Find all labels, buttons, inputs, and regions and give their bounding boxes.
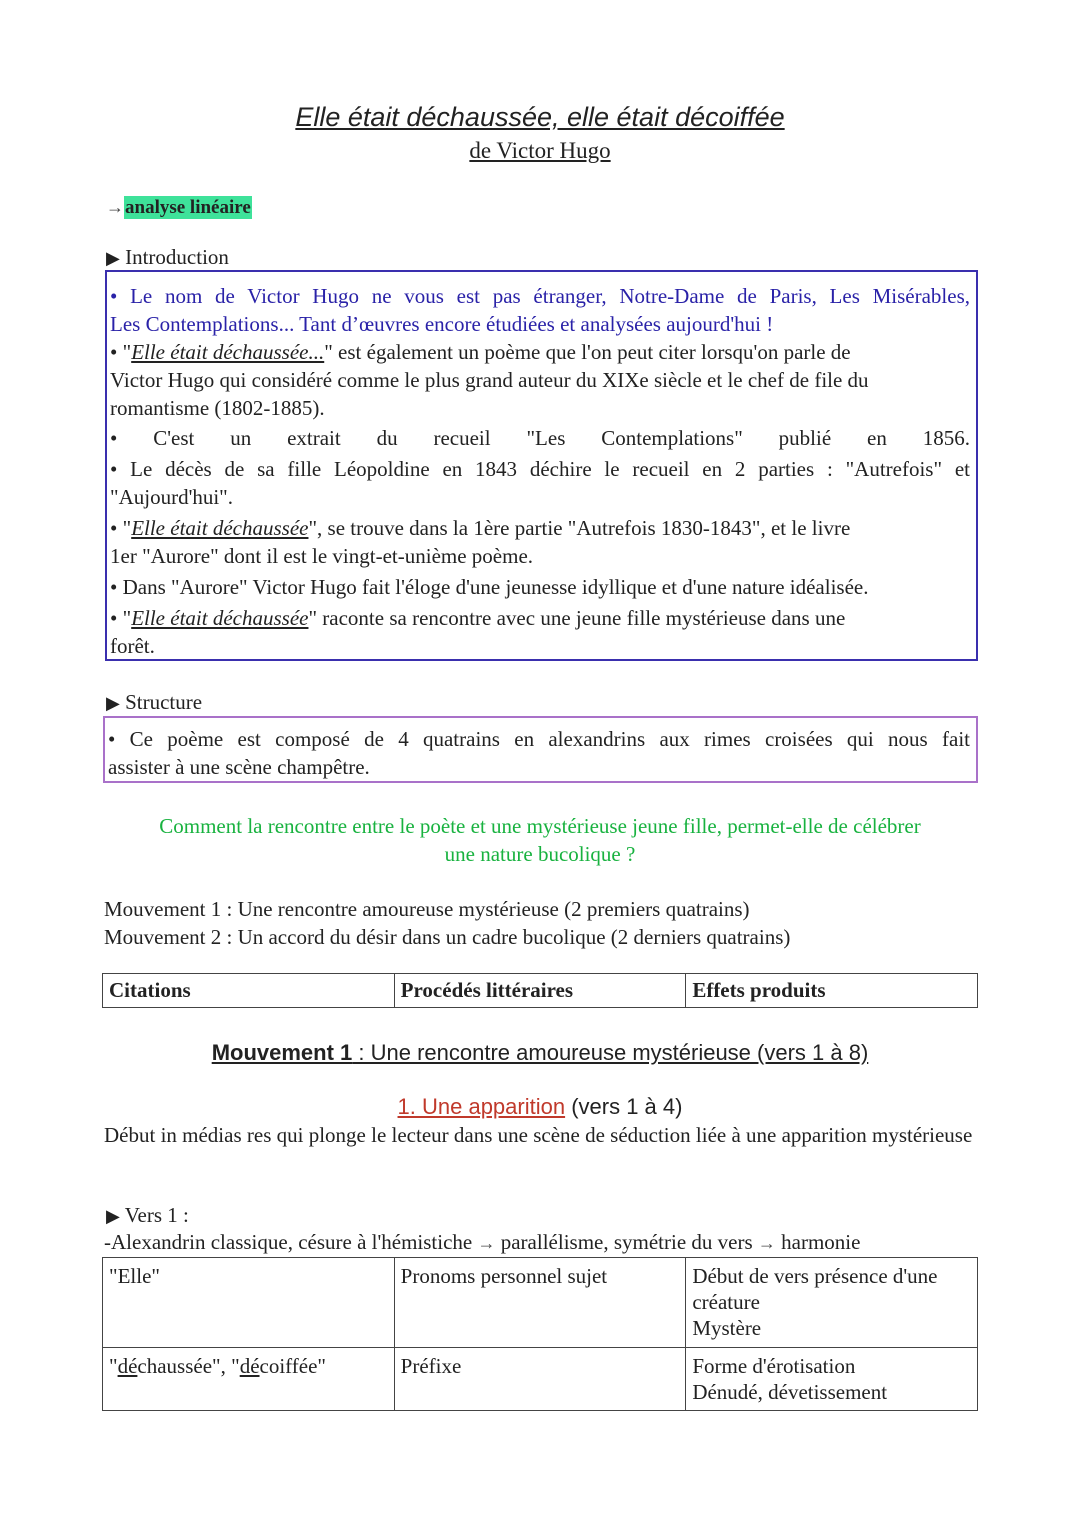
- citation-part: ": [109, 1354, 118, 1378]
- header-citations: Citations: [103, 974, 395, 1008]
- part1-heading: [0, 1094, 1080, 1120]
- structure-text: • Ce poème est composé de 4 quatrains en alexandrins aux rimes croisées qui nous fait: [108, 727, 970, 751]
- intro-citation: Elle était déchaussée: [131, 606, 309, 630]
- structure-line: [108, 753, 970, 781]
- intro-line: [110, 604, 970, 632]
- problematique-line: une nature bucolique ?: [444, 842, 636, 866]
- right-arrow-icon: →: [106, 197, 124, 217]
- intro-line: [110, 455, 970, 483]
- citation-part: coiffée": [259, 1354, 326, 1378]
- citation-prefix: dé: [117, 1354, 138, 1378]
- intro-text: forêt.: [110, 634, 155, 658]
- problematique: [100, 812, 980, 868]
- cell-procede: Préfixe: [394, 1348, 686, 1411]
- intro-line: [110, 310, 970, 338]
- right-arrow-icon: →: [477, 1233, 496, 1253]
- intro-text: ", se trouve dans la 1ère partie "Autrefois 1830-1843", et le livre: [308, 516, 851, 540]
- analyse-highlight: analyse linéaire: [125, 197, 251, 218]
- document-subtitle: de Victor Hugo: [469, 138, 611, 163]
- header-effets: Effets produits: [686, 974, 978, 1008]
- intro-line: [110, 632, 970, 660]
- effet-line: Mystère: [692, 1316, 762, 1340]
- cell-citation: "Elle": [103, 1258, 395, 1348]
- cell-procede: Pronoms personnel sujet: [394, 1258, 686, 1348]
- structure-text: assister à une scène champêtre.: [108, 755, 370, 779]
- intro-line: [110, 366, 970, 394]
- intro-citation: Elle était déchaussée: [131, 516, 309, 540]
- introduction-heading-text: Introduction: [125, 245, 229, 269]
- vers1-heading-text: Vers 1 :: [124, 1203, 189, 1227]
- vers1-heading: [106, 1203, 189, 1228]
- structure-line: [108, 725, 970, 753]
- cell-citation: [103, 1348, 395, 1411]
- intro-text: " est également un poème que l'on peut citer lorsqu'on parle de: [324, 340, 851, 364]
- triangle-bullet-icon: ▶: [106, 248, 120, 268]
- intro-text: "Aujourd'hui".: [110, 485, 234, 509]
- effet-line: créature: [692, 1290, 760, 1314]
- mouvement-item: Mouvement 2 : Un accord du désir dans un cadre bucolique (2 derniers quatrains): [104, 925, 791, 949]
- intro-text: • Le nom de Victor Hugo ne vous est pas étranger, Notre-Dame de Paris, Les Misérables,: [110, 284, 970, 308]
- intro-text: • ": [110, 606, 132, 630]
- table-row: [103, 1258, 978, 1348]
- intro-text: 1er "Aurore" dont il est le vingt-et-unième poème.: [110, 544, 534, 568]
- introduction-heading: [106, 245, 229, 270]
- right-arrow-icon: →: [757, 1233, 776, 1253]
- analysis-table: [102, 1257, 978, 1411]
- intro-line: [110, 573, 970, 601]
- vers1-analysis: [104, 1230, 860, 1255]
- analyse-label: [106, 197, 252, 219]
- header-procedes: Procédés littéraires: [394, 974, 686, 1008]
- intro-text: romantisme (1802-1885).: [110, 396, 325, 420]
- intro-line: [110, 338, 970, 366]
- mouvement1-title-rest: : Une rencontre amoureuse mystérieuse (vers 1 à 8): [352, 1040, 869, 1065]
- problematique-line: Comment la rencontre entre le poète et une mystérieuse jeune fille, permet-elle de célébrer: [159, 814, 921, 838]
- intro-line: [110, 424, 970, 452]
- vers1-seg: -Alexandrin classique, césure à l'hémistiche: [104, 1230, 473, 1254]
- debut-paragraph: Début in médias res qui plonge le lecteur dans une scène de séduction liée à une apparition mystérieuse: [104, 1123, 973, 1147]
- intro-line: [110, 542, 970, 570]
- citation-part: chaussée", ": [137, 1354, 240, 1378]
- intro-line: [110, 394, 970, 422]
- mouvements-list: [104, 895, 790, 951]
- triangle-bullet-icon: ▶: [106, 693, 120, 713]
- document-title: Elle était déchaussée, elle était décoiffée: [295, 102, 785, 132]
- structure-heading-text: Structure: [125, 690, 203, 714]
- vers1-seg: parallélisme, symétrie du vers: [500, 1230, 753, 1254]
- intro-text: Victor Hugo qui considéré comme le plus grand auteur du XIXe siècle et le chef de file du: [110, 368, 869, 392]
- structure-box: [103, 716, 978, 783]
- effet-line: Dénudé, dévetissement: [692, 1380, 888, 1404]
- cell-effet: [686, 1258, 978, 1348]
- mouvement1-title: [0, 1040, 1080, 1066]
- intro-text: • C'est un extrait du recueil "Les Contemplations" publié en 1856.: [110, 426, 970, 450]
- intro-text: • ": [110, 516, 132, 540]
- mouvement1-title-bold: Mouvement 1: [211, 1040, 353, 1065]
- table-header: [102, 973, 978, 1008]
- intro-line: [110, 483, 970, 511]
- triangle-bullet-icon: ▶: [106, 1206, 120, 1226]
- intro-text: • ": [110, 340, 132, 364]
- citation-prefix: dé: [239, 1354, 260, 1378]
- cell-effet: [686, 1348, 978, 1411]
- intro-text: Les Contemplations... Tant d’œuvres encore étudiées et analysées aujourd'hui !: [110, 312, 774, 336]
- part1-link: 1. Une apparition: [397, 1094, 566, 1119]
- intro-line: [110, 514, 970, 542]
- intro-text: • Dans "Aurore" Victor Hugo fait l'éloge d'une jeunesse idyllique et d'une nature idéalisée.: [110, 575, 869, 599]
- part1-rest: (vers 1 à 4): [565, 1094, 683, 1119]
- effet-line: Forme d'érotisation: [692, 1354, 856, 1378]
- mouvement-item: Mouvement 1 : Une rencontre amoureuse mystérieuse (2 premiers quatrains): [104, 897, 750, 921]
- intro-text: • Le décès de sa fille Léopoldine en 1843 déchire le recueil en 2 parties : "Autrefois" et: [110, 457, 970, 481]
- intro-text: " raconte sa rencontre avec une jeune fille mystérieuse dans une: [308, 606, 846, 630]
- intro-line: [110, 282, 970, 310]
- structure-heading: [106, 690, 202, 715]
- effet-line: Début de vers présence d'une: [692, 1264, 938, 1288]
- introduction-box: [105, 270, 978, 661]
- table-row: [103, 1348, 978, 1411]
- intro-citation: Elle était déchaussée...: [131, 340, 325, 364]
- vers1-seg: harmonie: [781, 1230, 861, 1254]
